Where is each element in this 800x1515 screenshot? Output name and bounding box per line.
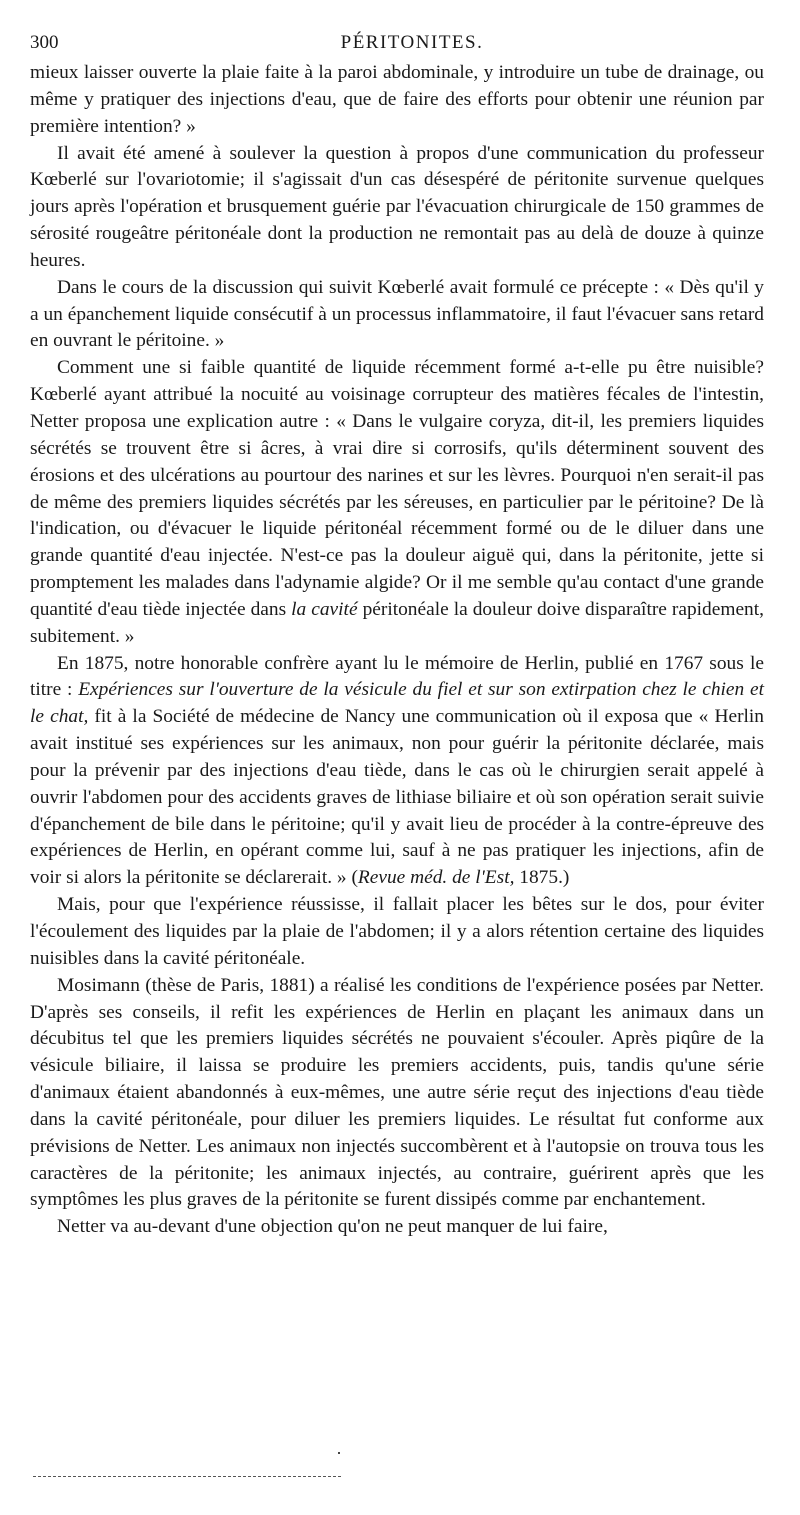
ink-speck <box>338 1452 340 1454</box>
text-run: Mosimann (thèse de Paris, 1881) a réalisé les conditions de l'expérience posées par Netter. D'après ses conseils, il refit les expériences de Herlin en plaçant les animaux dans un décubitus tel que les premiers liquides sécrétés ne pouvaient s'écouler. Après piqûre de la vésicule biliaire, il laissa se produire les premiers accidents, puis, tandis qu'une série d'animaux étaient abandonnés à eux-mêmes, une autre série reçut des injections d'eau tiède dans la cavité péritonéale, pour diluer les premiers liquides. Le résultat fut conforme aux prévisions de Netter. Les animaux non injectés succombèrent et à l'autopsie on trouva tous les caractères de la péritonite; les animaux injectés, au contraire, guérirent après que les symptômes les plus graves de la péritonite se furent dissipés comme par enchantement. <box>30 974 764 1211</box>
body-text <box>30 60 764 1241</box>
paragraph <box>30 355 764 650</box>
text-run: Dans le cours de la discussion qui suivit Kœberlé avait formulé ce précepte : « Dès qu'il y a un épanchement liquide consécutif à un processus inflammatoire, il faut l'évacuer sans retard en ouvrant le péritoine. » <box>30 276 764 352</box>
text-run: En 1875, notre honorable confrère ayant lu le mémoire de Herlin, publié en 1767 sous le titre : <box>30 652 764 701</box>
page-number: 300 <box>30 32 59 53</box>
running-title: PÉRITONITES. <box>340 32 484 53</box>
book-page <box>30 30 764 1241</box>
italic-text: Revue méd. de l'Est, <box>357 867 515 889</box>
paragraph <box>30 892 764 973</box>
paragraph <box>30 651 764 893</box>
text-run: Netter va au-devant d'une objection qu'on ne peut manquer de lui faire, <box>57 1216 608 1238</box>
paragraph <box>30 973 764 1215</box>
text-run: fit à la Société de médecine de Nancy une communication où il exposa que « Herlin avait institué ses expériences sur les animaux, non pour guérir la péritonite déclarée, mais pour la prévenir par des injections d'eau tiède, dans le cas où le chirurgien serait appelé à ouvrir l'abdomen pour des accidents graves de lithiase biliaire et où son opération serait suivie d'épanchement de bile dans le péritoine; qu'il y avait lieu de procéder à la contre-épreuve des expériences de Herlin, en opérant comme lui, sauf à ne pas pratiquer les injections, afin de voir si alors la péritonite se déclarerait. » ( <box>30 706 765 889</box>
text-run: mieux laisser ouverte la plaie faite à la paroi abdominale, y introduire un tube de drainage, ou même y pratiquer des injections d'eau, que de faire des efforts pour obtenir une réunion par première intention? » <box>30 62 764 137</box>
text-run: péritonéale la douleur doive disparaître rapidement, subitement. » <box>30 598 764 647</box>
text-run: Mais, pour que l'expérience réussisse, il fallait placer les bêtes sur le dos, pour éviter l'écoulement des liquides par la plaie de l'abdomen; il y a alors rétention certaine des liquides nuisibles dans la cavité péritonéale. <box>30 894 764 969</box>
text-run: Il avait été amené à soulever la question à propos d'une communication du professeur Kœberlé sur l'ovariotomie; il s'agissait d'un cas désespéré de péritonite survenue quelques jours après l'opération et brusquement guérie par l'évacuation chirurgicale de 150 grammes de sérosité rougeâtre péritonéale dont la production ne remontait pas au delà de douze à quinze heures. <box>30 142 764 271</box>
italic-text: la cavité <box>291 598 358 620</box>
paragraph <box>30 141 764 275</box>
paragraph <box>30 275 764 356</box>
italic-text: Expériences sur l'ouverture de la vésicule du fiel et sur son extirpation chez le chien et le chat, <box>30 679 764 728</box>
text-run: 1875.) <box>514 867 570 889</box>
text-run: Comment une si faible quantité de liquide récemment formé a-t-elle pu être nuisible? Kœberlé ayant attribué la nocuité au voisinage corrupteur des matières fécales de l'intestin, Netter proposa une explication autre : « Dans le vulgaire coryza, dit-il, les premiers liquides sécrétés se trouvent être si âcres, à vrai dire si corrosifs, qu'ils déterminent souvent des érosions et des ulcérations au pourtour des narines et sur les lèvres. Pourquoi n'en serait-il pas de même des premiers liquides sécrétés par les séreuses, en particulier par le péritoine? De là l'indication, ou d'évacuer le liquide péritonéal récemment formé ou de le diluer dans une grande quantité d'eau injectée. N'est-ce pas la douleur aiguë qui, dans la péritonite, jette si promptement les malades dans l'adynamie algide? Or il me semble qu'au contact d'une grande quantité d'eau tiède injectée dans <box>30 357 764 620</box>
paragraph <box>30 1214 764 1241</box>
footer-rule <box>33 1476 341 1477</box>
page-header <box>30 30 764 56</box>
paragraph <box>30 60 764 141</box>
